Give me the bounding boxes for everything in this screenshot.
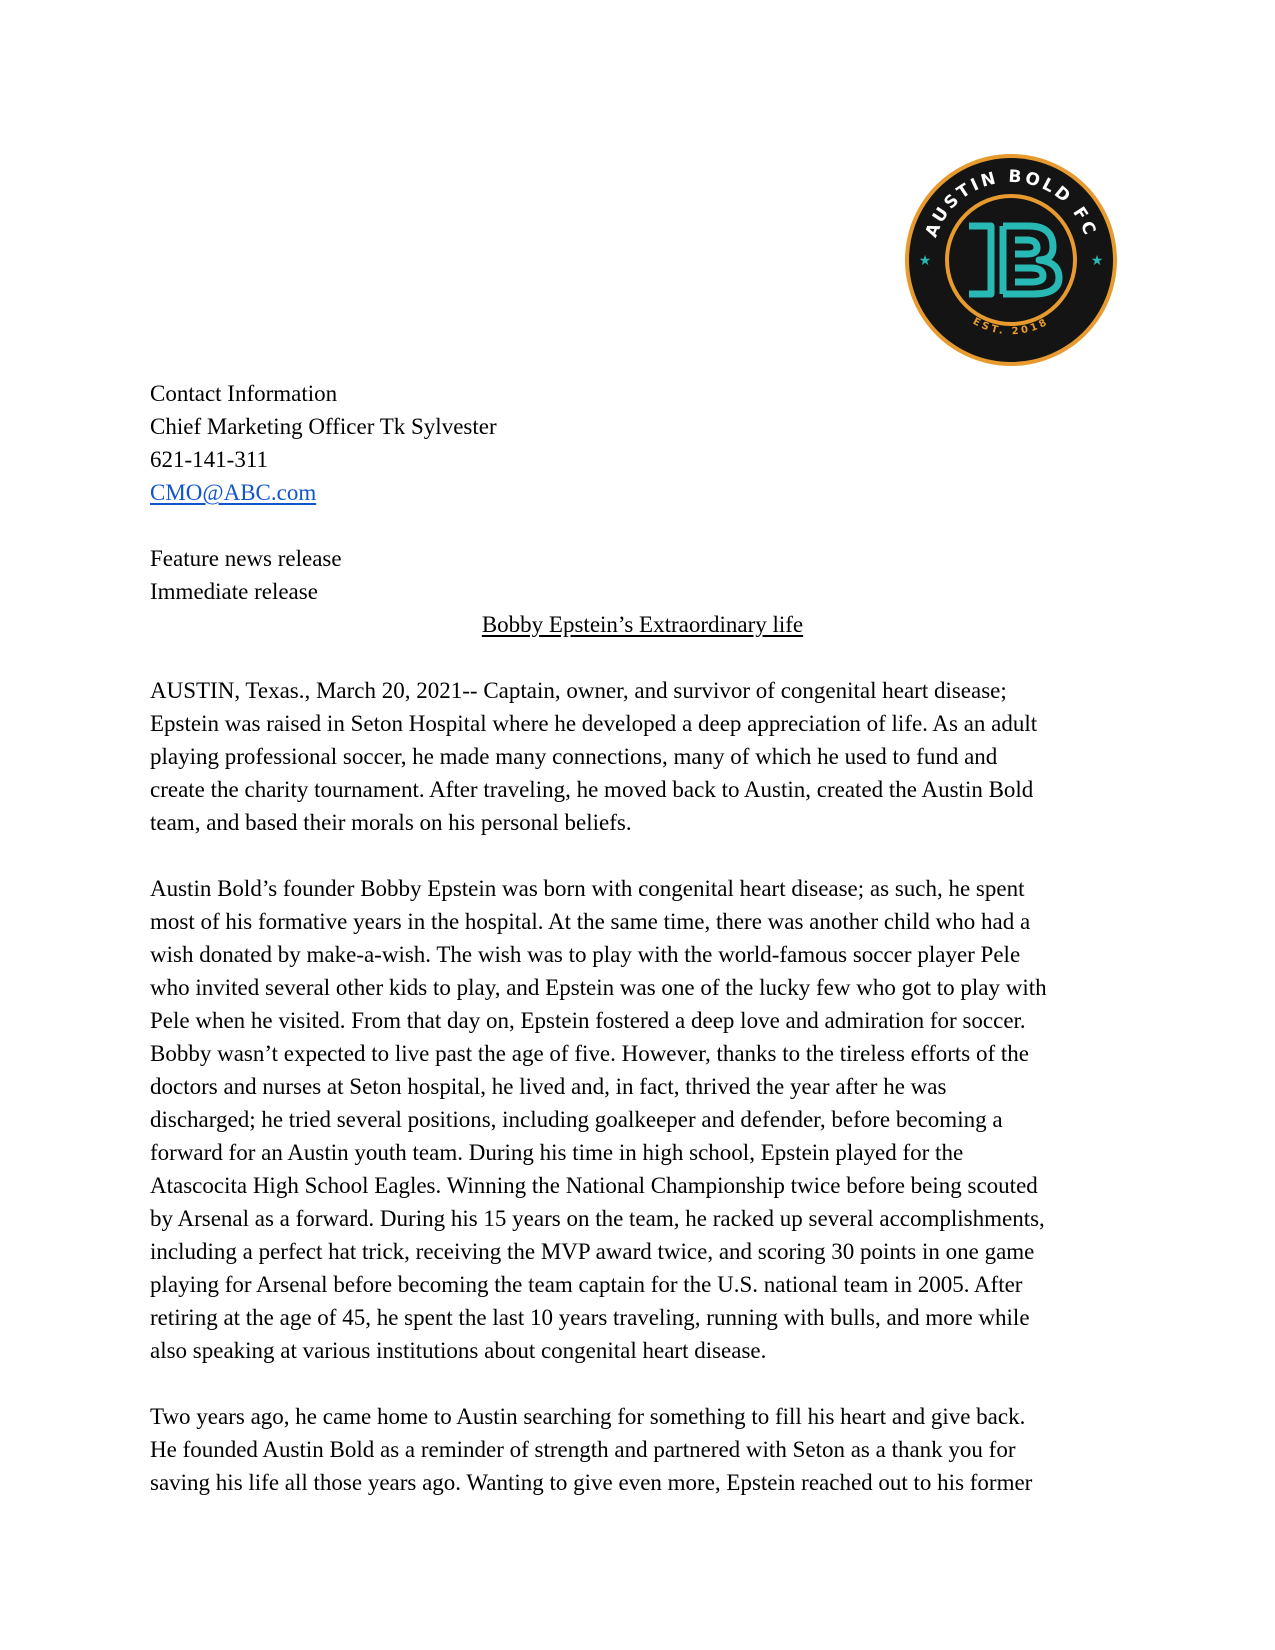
contact-name: Chief Marketing Officer Tk Sylvester (150, 414, 497, 439)
release-timing: Immediate release (150, 579, 318, 604)
paragraph-line: forward for an Austin youth team. During his time in high school, Epstein played for the (150, 1140, 964, 1165)
paragraph-line: Epstein was raised in Seton Hospital where he developed a deep appreciation of life. As an adult (150, 711, 1038, 736)
paragraph-line: who invited several other kids to play, and Epstein was one of the lucky few who got to play with (150, 975, 1047, 1000)
contact-phone: 621-141-311 (150, 447, 268, 472)
document-body (150, 377, 1135, 1499)
logo-est-text: EST. 2018 (970, 316, 1052, 338)
paragraph-1 (150, 674, 1135, 839)
logo-ring-text: AUSTIN BOLD FC (921, 166, 1101, 241)
paragraph-line: Bobby wasn’t expected to live past the age of five. However, thanks to the tireless efforts of the (150, 1041, 1030, 1066)
paragraph-line: Two years ago, he came home to Austin searching for something to fill his heart and give back. (150, 1404, 1026, 1429)
star-left-icon: ★ (918, 254, 932, 269)
austin-bold-fc-logo (903, 152, 1119, 368)
paragraph-line: saving his life all those years ago. Wanting to give even more, Epstein reached out to his former (150, 1470, 1033, 1495)
paragraph-line: playing for Arsenal before becoming the team captain for the U.S. national team in 2005. After (150, 1272, 1023, 1297)
spacer (150, 1367, 1135, 1400)
paragraph-line: by Arsenal as a forward. During his 15 years on the team, he racked up several accomplishments, (150, 1206, 1045, 1231)
paragraph-line: retiring at the age of 45, he spent the last 10 years traveling, running with bulls, and more while (150, 1305, 1030, 1330)
contact-heading: Contact Information (150, 381, 338, 406)
spacer (150, 641, 1135, 674)
contact-email-link[interactable]: CMO@ABC.com (150, 480, 317, 505)
paragraph-line: also speaking at various institutions about congenital heart disease. (150, 1338, 767, 1363)
paragraph-line: most of his formative years in the hospital. At the same time, there was another child who had a (150, 909, 1031, 934)
paragraph-line: discharged; he tried several positions, including goalkeeper and defender, before becoming a (150, 1107, 1003, 1132)
paragraph-line: AUSTIN, Texas., March 20, 2021-- Captain, owner, and survivor of congenital heart disease; (150, 678, 1007, 703)
paragraph-3 (150, 1400, 1135, 1499)
paragraph-line: Pele when he visited. From that day on, Epstein fostered a deep love and admiration for soccer. (150, 1008, 1026, 1033)
paragraph-line: team, and based their morals on his personal beliefs. (150, 810, 632, 835)
paragraph-line: Atascocita High School Eagles. Winning the National Championship twice before being scouted (150, 1173, 1038, 1198)
paragraph-line: including a perfect hat trick, receiving the MVP award twice, and scoring 30 points in one game (150, 1239, 1035, 1264)
headline: Bobby Epstein’s Extraordinary life (481, 612, 804, 637)
paragraph-line: create the charity tournament. After traveling, he moved back to Austin, created the Austin Bold (150, 777, 1034, 802)
spacer (150, 839, 1135, 872)
paragraph-line: playing professional soccer, he made many connections, many of which he used to fund and (150, 744, 998, 769)
paragraph-line: He founded Austin Bold as a reminder of strength and partnered with Seton as a thank you for (150, 1437, 1016, 1462)
paragraph-line: Austin Bold’s founder Bobby Epstein was born with congenital heart disease; as such, he spent (150, 876, 1025, 901)
paragraph-2 (150, 872, 1135, 1367)
release-type: Feature news release (150, 546, 342, 571)
paragraph-line: wish donated by make-a-wish. The wish was to play with the world-famous soccer player Pele (150, 942, 1021, 967)
star-right-icon: ★ (1090, 254, 1104, 269)
paragraph-line: doctors and nurses at Seton hospital, he lived and, in fact, thrived the year after he was (150, 1074, 947, 1099)
spacer (150, 509, 1135, 542)
